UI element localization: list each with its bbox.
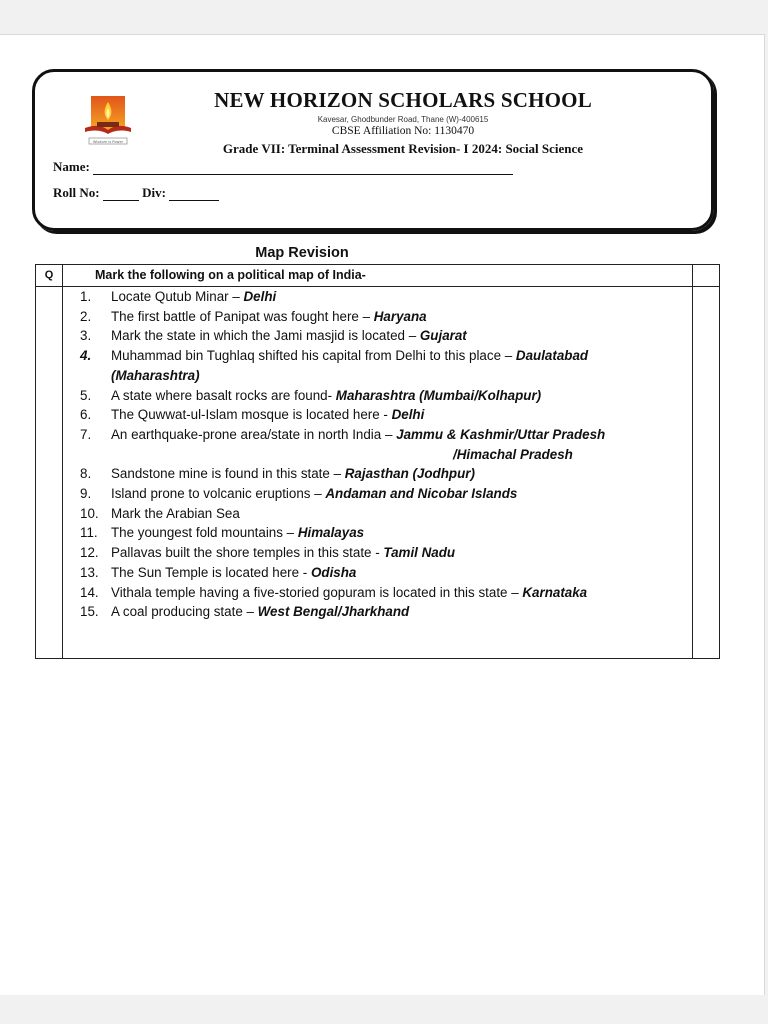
section-title: Map Revision — [255, 245, 349, 261]
affiliation-number: CBSE Affiliation No: 1130470 — [331, 125, 475, 137]
div-label: Div: — [142, 185, 166, 200]
table-body-row — [36, 287, 720, 659]
document-page — [0, 34, 765, 995]
question-instruction: Mark the following on a political map of India- — [63, 265, 693, 287]
question-list — [63, 287, 692, 622]
grade-assessment-line: Grade VII: Terminal Assessment Revision- I 2024: Social Science — [222, 141, 584, 156]
list-item: 11. The youngest fold mountains – Himalayas — [80, 525, 365, 541]
logo-motto: Wisdom is Power — [92, 139, 124, 144]
school-name: NEW HORIZON SCHOLARS SCHOOL — [214, 88, 592, 112]
list-item: 4. Muhammad bin Tughlaq shifted his capital from Delhi to this place – Daulatabad (Maharashtra) — [80, 348, 589, 383]
list-item: 1. Locate Qutub Minar – Delhi — [80, 289, 277, 304]
q-column-header: Q — [36, 265, 63, 287]
roll-div-row — [53, 185, 453, 201]
roll-label: Roll No: — [53, 185, 100, 200]
school-header-box — [32, 69, 714, 231]
list-item: 12. Pallavas built the shore temples in this state - Tamil Nadu — [80, 545, 456, 561]
name-blank[interactable] — [93, 162, 513, 175]
roll-blank[interactable] — [103, 189, 139, 201]
marks-cell — [693, 287, 720, 659]
list-item: 2. The first battle of Panipat was fought here – Haryana — [80, 308, 427, 324]
list-item: 5. A state where basalt rocks are found- Maharashtra (Mumbai/Kolhapur) — [80, 387, 542, 403]
table-header-row — [36, 265, 720, 287]
question-table — [35, 264, 720, 659]
list-item: 15. A coal producing state – West Bengal/Jharkhand — [80, 604, 410, 620]
list-item: 9. Island prone to volcanic eruptions – Andaman and Nicobar Islands — [80, 486, 518, 502]
list-item: 7. An earthquake-prone area/state in north India – Jammu & Kashmir/Uttar Pradesh /Himachal Pradesh — [80, 426, 606, 462]
school-address: Kavesar, Ghodbunder Road, Thane (W)-400615 — [317, 115, 489, 124]
list-item: 10. Mark the Arabian Sea — [80, 505, 240, 521]
name-field-row — [53, 159, 553, 175]
items-cell — [63, 287, 693, 659]
list-item: 14. Vithala temple having a five-storied gopuram is located in this state – Karnataka — [80, 584, 588, 600]
list-item: 6. The Quwwat-ul-Islam mosque is located here - Delhi — [80, 407, 425, 423]
marks-column — [693, 265, 720, 287]
list-item: 8. Sandstone mine is found in this state – Rajasthan (Jodhpur) — [80, 466, 475, 482]
q-number-cell — [36, 287, 63, 659]
name-label: Name: — [53, 159, 90, 174]
div-blank[interactable] — [169, 189, 219, 201]
list-item: 13. The Sun Temple is located here - Odisha — [80, 564, 357, 580]
list-item: 3. Mark the state in which the Jami masjid is located – Gujarat — [80, 328, 467, 344]
